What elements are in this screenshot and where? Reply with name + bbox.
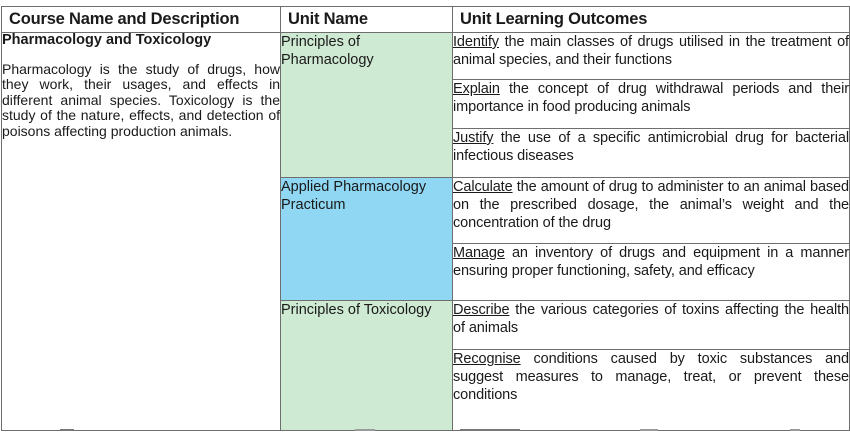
outcome-text: the concept of drug withdrawal periods and their importance in food producing animals (453, 81, 849, 115)
outcome-cell (453, 129, 850, 178)
outcome-verb: Recognise (453, 351, 521, 367)
outcome-text: the use of a specific antimicrobial drug for bacterial infectious diseases (453, 130, 849, 164)
outcome-text: conditions caused by toxic substances and suggest measures to manage, treat, or prevent these conditions (453, 351, 849, 403)
course-description: Pharmacology is the study of drugs, how they work, their usages, and effects in different animal species. Toxicology is the study of the nature, effects, and detection of poisons affecting production animals. (2, 60, 280, 139)
outcome-cell (453, 33, 850, 80)
outcome-verb: Calculate (453, 179, 513, 195)
outcome-cell (453, 301, 850, 350)
outcome-verb: Identify (453, 34, 499, 50)
unit-name: Applied Pharmacology Practicum (281, 179, 427, 213)
unit-cell (281, 178, 453, 301)
course-cell (2, 33, 281, 431)
learning-outcomes-table (1, 6, 850, 431)
header-unit: Unit Name (281, 7, 453, 33)
header-course: Course Name and Description (2, 7, 281, 33)
unit-cell (281, 301, 453, 431)
outcome-text: the amount of drug to administer to an animal based on the prescribed dosage, the animal’s weight and the concentration of the drug (453, 179, 849, 231)
header-outcomes: Unit Learning Outcomes (453, 7, 850, 33)
unit-cell (281, 33, 453, 178)
outcome-text: the main classes of drugs utilised in the treatment of animal species, and their functions (453, 34, 849, 68)
outcome-cell (453, 244, 850, 301)
outcome-cell (453, 178, 850, 244)
table-row (2, 33, 850, 80)
outcome-cell (453, 350, 850, 431)
cut-off-text-marks (0, 428, 850, 432)
outcome-verb: Explain (453, 81, 500, 97)
unit-name: Principles of Pharmacology (281, 34, 374, 68)
outcome-cell (453, 80, 850, 129)
outcome-text: an inventory of drugs and equipment in a manner ensuring proper functioning, safety, and efficacy (453, 245, 849, 279)
course-title: Pharmacology and Toxicology (2, 32, 212, 48)
outcome-verb: Justify (453, 130, 494, 146)
outcome-verb: Describe (453, 302, 510, 318)
outcome-verb: Manage (453, 245, 505, 261)
unit-name: Principles of Toxicology (281, 302, 432, 318)
header-row (2, 7, 850, 33)
outcome-text: the various categories of toxins affecting the health of animals (453, 302, 849, 336)
